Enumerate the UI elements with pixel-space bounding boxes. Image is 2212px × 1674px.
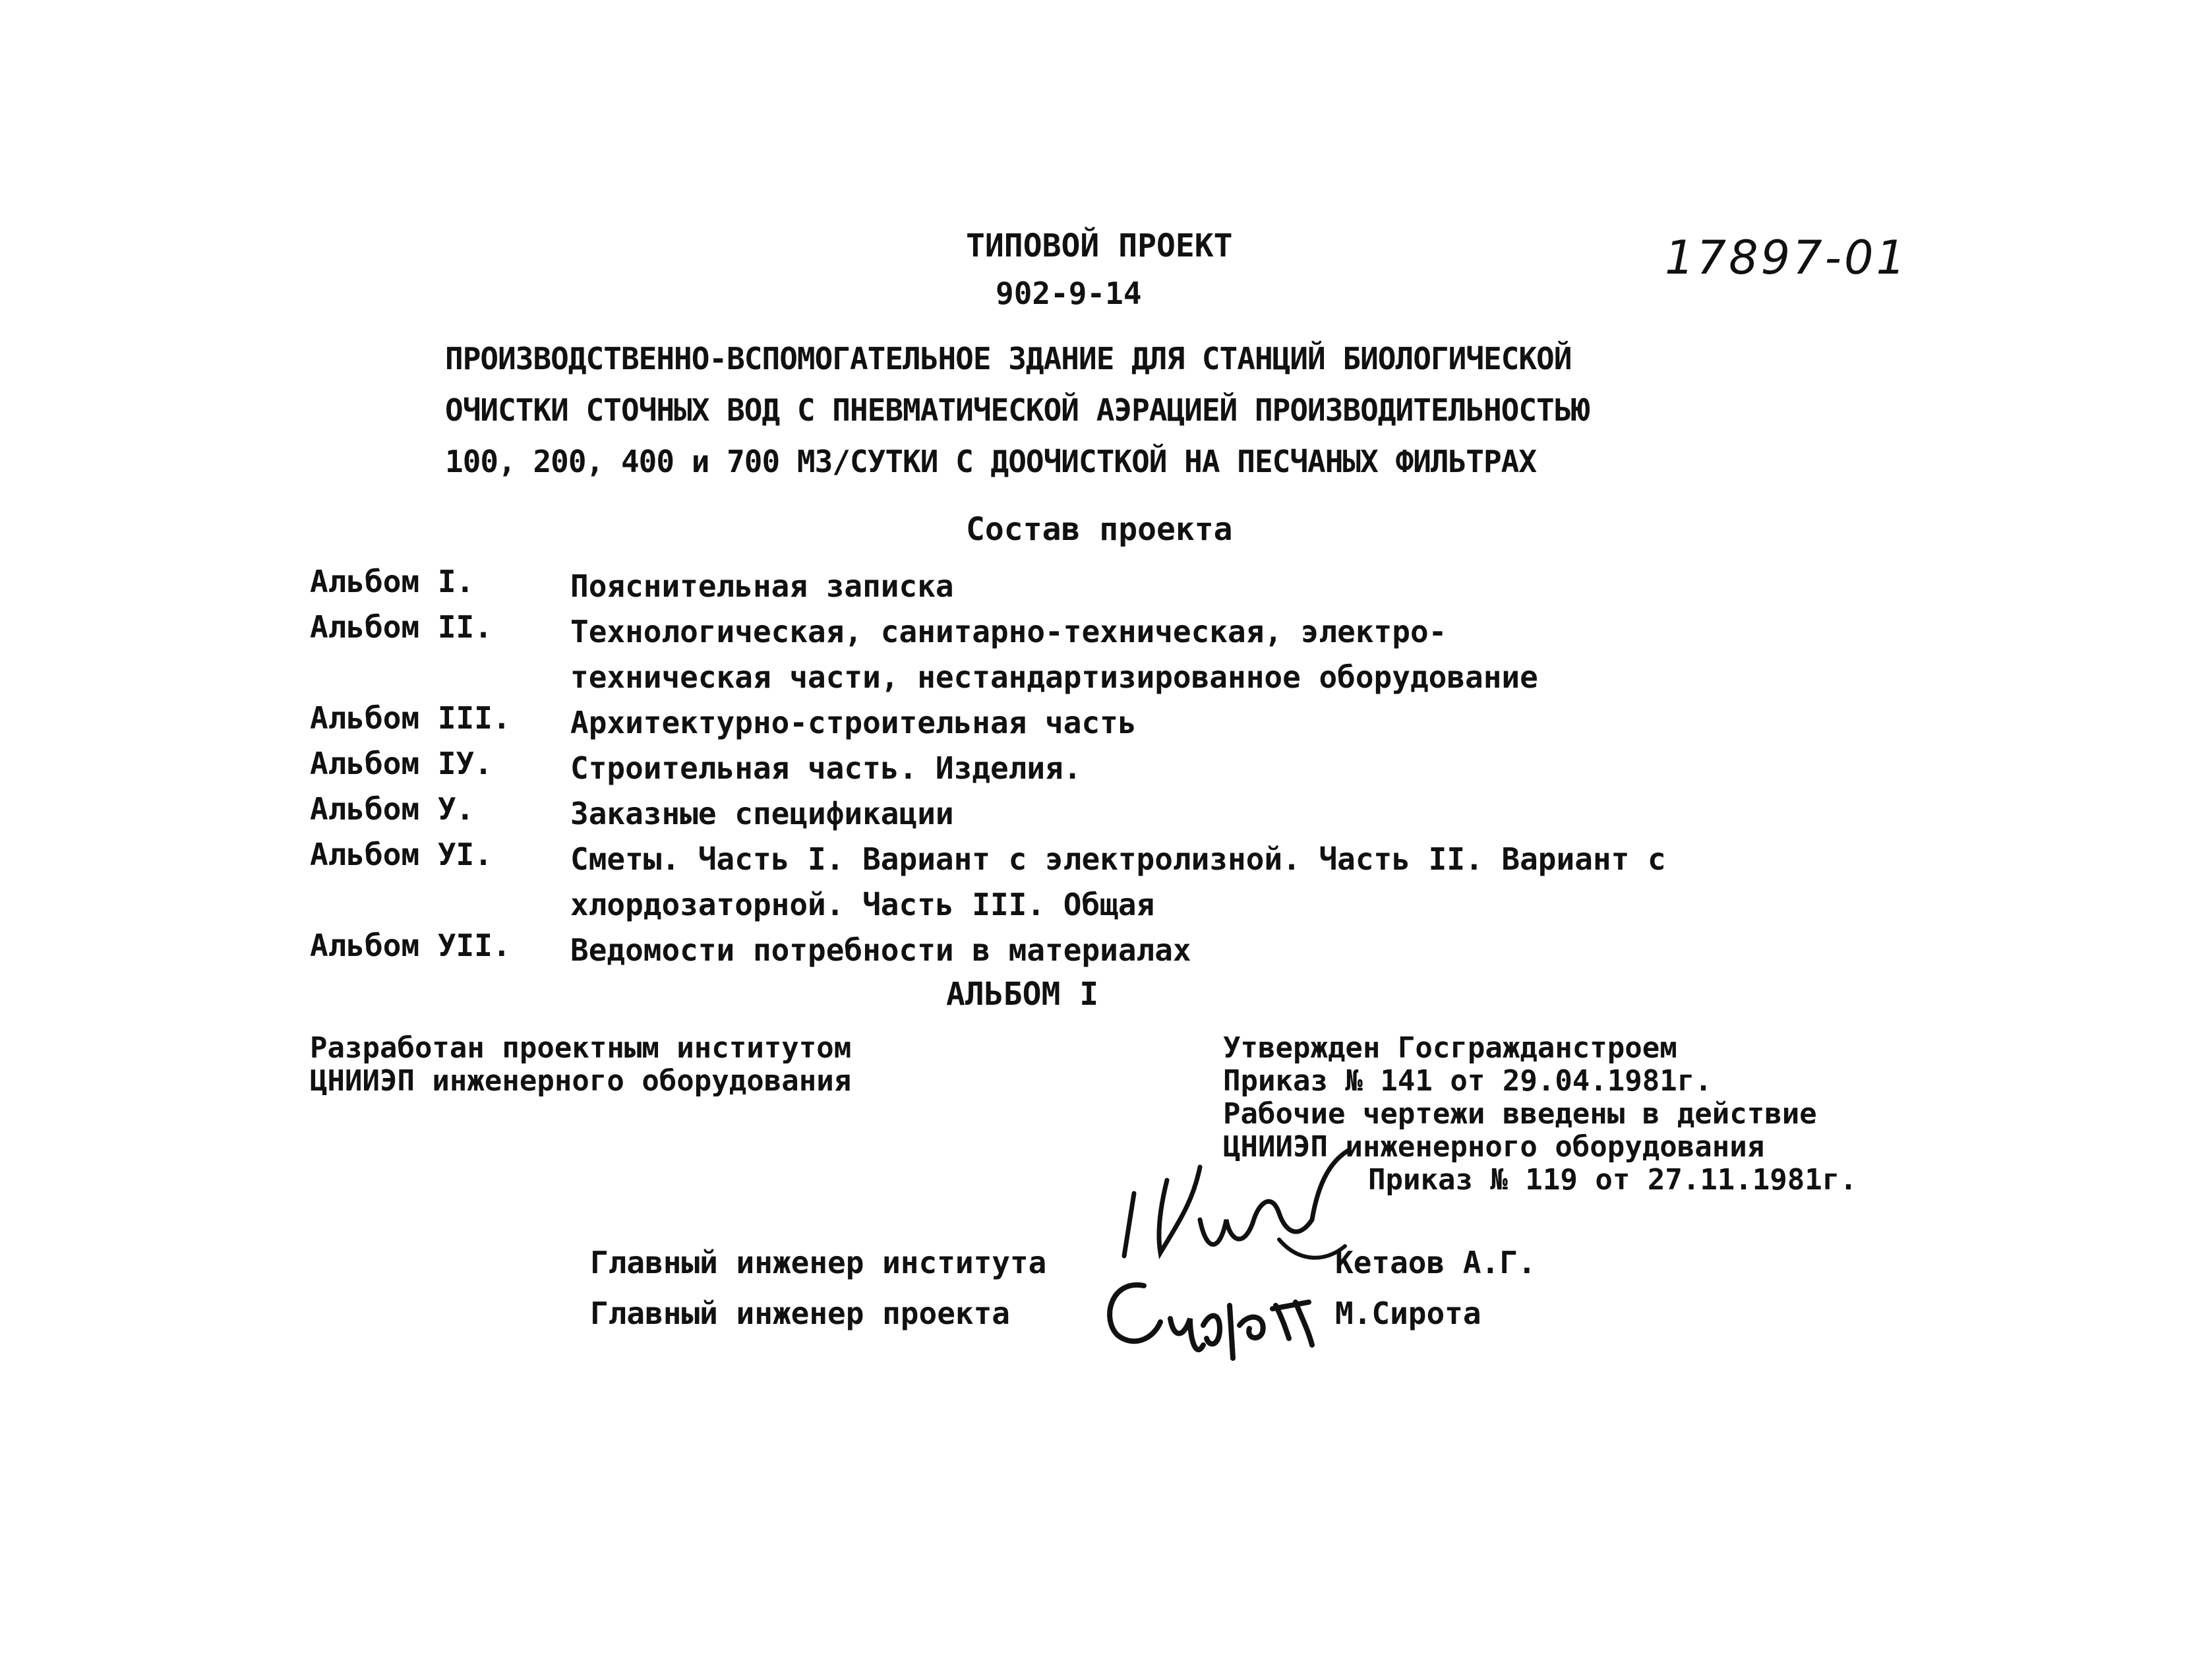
chief-engineer-project-name: М.Сирота	[1335, 1296, 1481, 1331]
album-description-line: хлордозаторной. Часть III. Общая	[570, 887, 1155, 922]
type-project-number: 902-9-14	[996, 276, 1142, 311]
signature-chief-engineer-project	[1098, 1266, 1332, 1365]
album-row	[310, 564, 1760, 609]
registration-number: 17897-01	[1665, 231, 1909, 285]
developer-block	[310, 1032, 851, 1098]
chief-engineer-project-title: Главный инженер проекта	[590, 1296, 1010, 1331]
album-list	[310, 564, 1760, 973]
type-project-label: ТИПОВОЙ ПРОЕКТ	[966, 227, 1233, 264]
approval-line-3: Рабочие чертежи введены в действие	[1223, 1097, 1817, 1131]
album-label: Альбом IУ.	[310, 746, 493, 781]
album-row	[310, 746, 1760, 791]
approval-line-5: Приказ № 119 от 27.11.1981г.	[1368, 1163, 1857, 1197]
album-label: Альбом III.	[310, 700, 511, 736]
album-description: Пояснительная записка	[570, 568, 954, 604]
album-row	[310, 928, 1760, 973]
album-description: Архитектурно-строительная часть	[570, 705, 1137, 740]
album-description	[570, 837, 1666, 928]
album-label: Альбом I.	[310, 564, 475, 599]
album-description-line: Технологическая, санитарно-техническая, электро-	[570, 614, 1447, 649]
approval-line-1: Утвержден Госгражданстроем	[1223, 1031, 1677, 1065]
album-label: Альбом II.	[310, 609, 493, 645]
approval-line-2: Приказ № 141 от 29.04.1981г.	[1223, 1064, 1712, 1098]
project-title-line-3: 100, 200, 400 и 700 М3/СУТКИ С ДООЧИСТКОЙ НА ПЕСЧАНЫХ ФИЛЬТРАХ	[445, 444, 1537, 479]
album-label: Альбом УI.	[310, 837, 493, 872]
album-description-line: техническая части, нестандартизированное оборудование	[570, 659, 1538, 695]
current-album-heading: АЛЬБОМ I	[946, 976, 1099, 1013]
approval-line-4: ЦНИИЭП инженерного оборудования	[1223, 1130, 1765, 1164]
project-title-line-2: ОЧИСТКИ СТОЧНЫХ ВОД С ПНЕВМАТИЧЕСКОЙ АЭРАЦИЕЙ ПРОИЗВОДИТЕЛЬНОСТЬЮ	[445, 392, 1590, 428]
album-label: Альбом УII.	[310, 928, 511, 963]
album-row	[310, 837, 1760, 928]
album-row	[310, 791, 1760, 837]
chief-engineer-institute-name: Кетаов А.Г.	[1335, 1245, 1536, 1280]
album-description-line: Сметы. Часть I. Вариант с электролизной. Часть II. Вариант с	[570, 841, 1666, 877]
album-row	[310, 700, 1760, 746]
album-description	[570, 609, 1538, 700]
album-description: Строительная часть. Изделия.	[570, 750, 1082, 786]
album-description: Заказные спецификации	[570, 796, 954, 831]
signature-chief-engineer-institute	[1121, 1141, 1358, 1266]
composition-heading: Состав проекта	[966, 511, 1233, 548]
project-title	[445, 333, 1589, 487]
album-label: Альбом У.	[310, 791, 475, 827]
developer-line-1: Разработан проектным институтом	[310, 1031, 852, 1065]
album-row	[310, 609, 1760, 700]
chief-engineer-institute-title: Главный инженер института	[590, 1245, 1047, 1280]
developer-line-2: ЦНИИЭП инженерного оборудования	[310, 1064, 852, 1098]
album-description: Ведомости потребности в материалах	[570, 932, 1191, 968]
project-title-line-1: ПРОИЗВОДСТВЕННО-ВСПОМОГАТЕЛЬНОЕ ЗДАНИЕ ДЛЯ СТАНЦИЙ БИОЛОГИЧЕСКОЙ	[445, 341, 1572, 376]
